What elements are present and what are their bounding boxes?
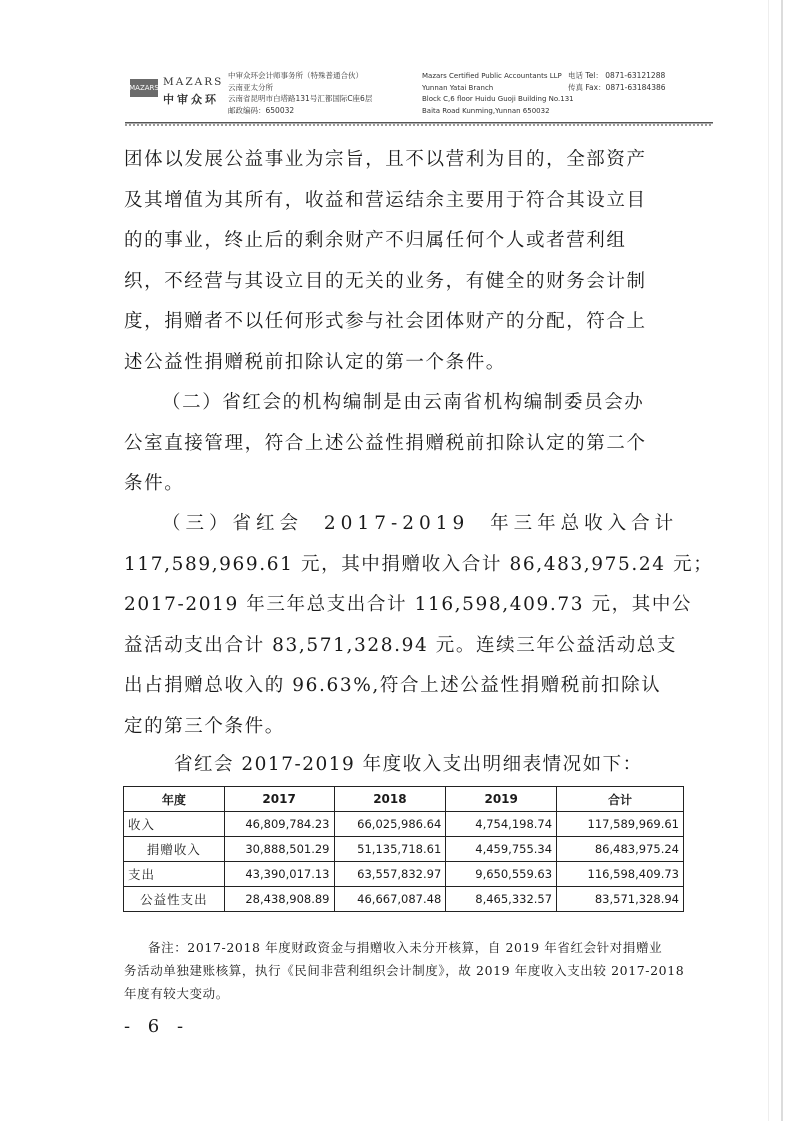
cell-value: 8,465,332.57 [446, 887, 557, 912]
text-line: 述公益性捐赠税前扣除认定的第一个条件。 [124, 351, 506, 373]
text-line: 益活动支出合计 83,571,328.94 元。连续三年公益活动总支 [124, 634, 678, 656]
cell-value: 116,598,409.73 [557, 862, 684, 887]
branch-name-cn: 云南亚太分所 [228, 82, 273, 92]
table-row-donation-income [124, 837, 684, 862]
address-cn: 云南省昆明市白塔路131号汇都国际C座6层 [228, 94, 373, 103]
table-note [124, 936, 688, 1005]
cell-value: 117,589,969.61 [557, 812, 684, 837]
page-number: - 6 - [124, 1016, 190, 1037]
cell-value: 86,483,975.24 [557, 837, 684, 862]
brand-english: MAZARS [163, 76, 224, 88]
row-label: 公益性支出 [124, 887, 225, 912]
branch-name-en: Yunnan Yatai Branch [422, 83, 494, 92]
text-line: （二）省红会的机构编制是由云南省机构编制委员会办 [162, 392, 645, 413]
firm-address-english [422, 71, 574, 117]
table-row-expenditure [124, 862, 684, 887]
fax: 传真 Fax：0871-63184386 [568, 82, 666, 92]
header-year: 年度 [124, 787, 225, 812]
text-line: 定的第三个条件。 [124, 715, 285, 737]
cell-value: 46,809,784.23 [224, 812, 334, 837]
address-en-1: Block C,6 floor Huidu Guoji Building No.131 [422, 95, 574, 103]
page-edge [781, 0, 783, 1121]
row-label: 收入 [124, 812, 225, 837]
text-line: 及其增值为其所有，收益和营运结余主要用于符合其设立目 [124, 189, 647, 211]
paragraph-condition-two [124, 383, 688, 505]
text-line: 织，不经营与其设立目的无关的业务，有健全的财务会计制 [124, 270, 647, 292]
text-line: 出占捐赠总收入的 96.63%,符合上述公益性捐赠税前扣除认 [124, 675, 662, 696]
cell-value: 43,390,017.13 [224, 862, 334, 887]
text-line: 度，捐赠者不以任何形式参与社会团体财产的分配，符合上 [124, 311, 647, 332]
header-2019: 2019 [446, 787, 557, 812]
table-caption: 省红会 2017-2019 年度收入支出明细表情况如下： [174, 754, 643, 775]
cell-value: 63,557,832.97 [334, 862, 446, 887]
cell-value: 9,650,559.63 [446, 862, 557, 887]
income-expense-table [123, 786, 684, 912]
table-row-income [124, 812, 684, 837]
paragraph-condition-three [124, 504, 714, 747]
row-label: 支出 [124, 862, 225, 887]
note-line: 务活动单独建账核算，执行《民间非营利组织会计制度》，故 2019 年度收入支出较 2017-2018 [124, 963, 685, 978]
cell-value: 46,667,087.48 [334, 887, 446, 912]
row-label: 捐赠收入 [124, 837, 225, 862]
text-line: （三）省红会 2017-2019 年三年总收入合计 [162, 513, 679, 534]
firm-address-chinese [228, 70, 372, 116]
header-2017: 2017 [224, 787, 334, 812]
text-line: 117,589,969.61 元，其中捐赠收入合计 86,483,975.24 元； [124, 553, 714, 575]
paragraph-condition-one [124, 140, 688, 383]
cell-value: 28,438,908.89 [224, 887, 334, 912]
firm-name-en: Mazars Certified Public Accountants LLP [422, 72, 562, 80]
brand-chinese: 中审众环 [163, 93, 219, 106]
firm-contact [568, 70, 666, 93]
firm-name-cn: 中审众环会计师事务所（特殊普通合伙） [228, 71, 363, 80]
cell-value: 66,025,986.64 [334, 812, 446, 837]
letterhead-divider [125, 122, 713, 126]
text-line: 公室直接管理，符合上述公益性捐赠税前扣除认定的第二个 [124, 432, 647, 454]
note-line: 年度有较大变动。 [124, 986, 229, 1001]
telephone: 电话 Tel： 0871-63121288 [568, 71, 666, 80]
cell-value: 4,459,755.34 [446, 837, 557, 862]
address-en-2: Baita Road Kunming,Yunnan 650032 [422, 106, 550, 115]
text-line: 条件。 [124, 473, 185, 494]
text-line: 的的事业，终止后的剩余财产不归属任何个人或者营利组 [124, 230, 627, 251]
note-line: 备注：2017-2018 年度财政资金与捐赠收入未分开核算，自 2019 年省红会针对捐赠业 [148, 940, 663, 955]
mazars-logo-icon: MAZARS [130, 79, 158, 97]
letterhead [125, 62, 713, 122]
cell-value: 4,754,198.74 [446, 812, 557, 837]
table-row-public-welfare-expenditure [124, 887, 684, 912]
header-total: 合计 [557, 787, 684, 812]
text-line: 团体以发展公益事业为宗旨，且不以营利为目的，全部资产 [124, 149, 647, 170]
table-header-row [124, 787, 684, 812]
cell-value: 83,571,328.94 [557, 887, 684, 912]
cell-value: 30,888,501.29 [224, 837, 334, 862]
text-line: 2017-2019 年三年总支出合计 116,598,409.73 元，其中公 [124, 594, 693, 615]
cell-value: 51,135,718.61 [334, 837, 446, 862]
postcode-cn: 邮政编码：650032 [228, 105, 295, 115]
page-edge-shadow [768, 0, 769, 1121]
header-2018: 2018 [334, 787, 446, 812]
